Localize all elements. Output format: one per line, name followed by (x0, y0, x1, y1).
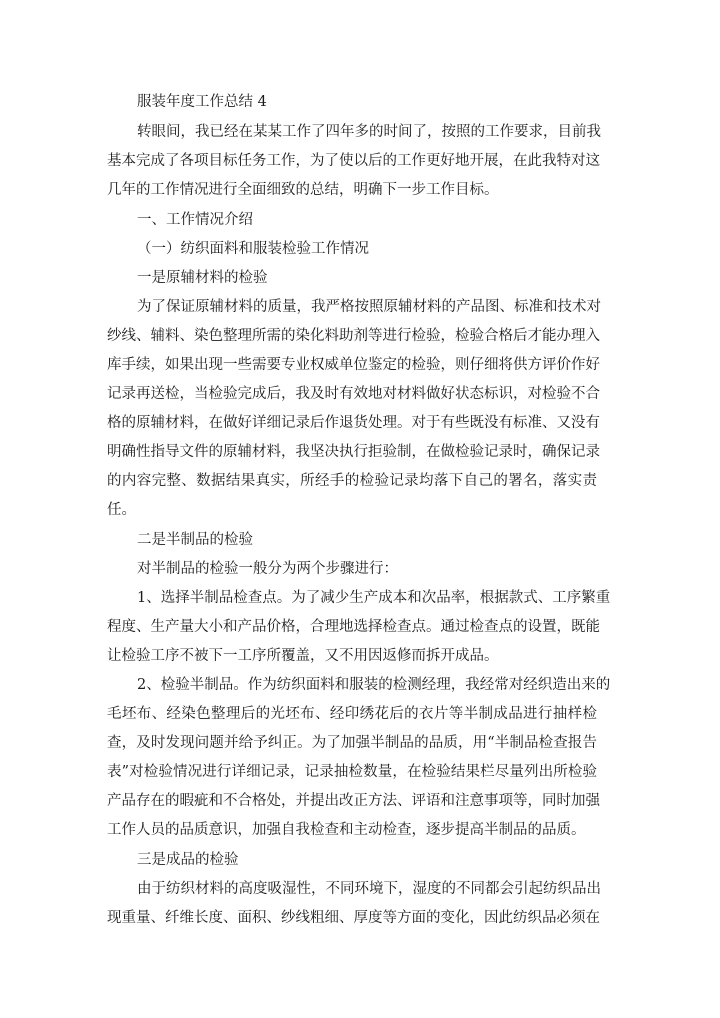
paragraph-line: 格的原辅材料，在做好详细记录后作退货处理。对于有些既没有标准、又没有 (107, 415, 600, 431)
paragraph-line: 的内容完整、数据结果真实，所经手的检验记录均落下自己的署名，落实责 (107, 473, 597, 489)
paragraph-line: 纱线、辅料、染色整理所需的染化料助剂等进行检验，检验合格后才能办理入 (107, 328, 600, 344)
paragraph-line: 几年的工作情况进行全面细致的总结，明确下一步工作目标。 (107, 182, 499, 198)
subsection-heading: （一）纺织面料和服装检验工作情况 (137, 241, 369, 257)
paragraph-line: 对半制品的检验一般分为两个步骤进行： (137, 561, 398, 577)
paragraph-line: 记录再送检，当检验完成后，我及时有效地对材料做好状态标识，对检验不合 (107, 386, 600, 402)
section-heading: 一、工作情况介绍 (137, 212, 253, 228)
paragraph-line: 让检验工序不被下一工序所覆盖，又不用因返修而拆开成品。 (107, 648, 499, 664)
paragraph-line: 明确性指导文件的原辅材料，我坚决执行拒验制，在做检验记录时，确保记录 (107, 444, 600, 460)
paragraph-line: 产品存在的暇疵和不合格处，并提出改正方法、评语和注意事项等，同时加强 (107, 793, 600, 809)
paragraph-line: 毛坯布、经染色整理后的光坯布、经印绣花后的衣片等半制成品进行抽样检 (107, 706, 597, 722)
paragraph-line: 基本完成了各项目标任务工作，为了使以后的工作更好地开展，在此我特对这 (107, 153, 600, 169)
paragraph-line: 转眼间，我已经在某某工作了四年多的时间了，按照的工作要求，目前我 (137, 124, 601, 140)
paragraph-line: 表”对检验情况进行详细记录，记录抽检数量，在检验结果栏尽量列出所检验 (107, 764, 597, 780)
paragraph-line: 程度、生产量大小和产品价格，合理地选择检查点。通过检查点的设置，既能 (107, 619, 600, 635)
paragraph-line: 现重量、纤维长度、面积、纱线粗细、厚度等方面的变化，因此纺织品必须在 (107, 910, 600, 926)
paragraph-line: 1、选择半制品检查点。为了减少生产成本和次品率，根据款式、工序繁重 (137, 590, 611, 606)
subsection-heading: 三是成品的检验 (137, 852, 239, 868)
document-title: 服装年度工作总结 4 (137, 94, 267, 110)
paragraph-line: 由于纺织材料的高度吸湿性，不同环境下，湿度的不同都会引起纺织品出 (137, 881, 601, 897)
paragraph-line: 任。 (107, 502, 136, 518)
paragraph-line: 工作人员的品质意识，加强自我检查和主动检查，逐步提高半制品的品质。 (107, 822, 586, 838)
subsection-heading: 一是原辅材料的检验 (137, 270, 268, 286)
paragraph-line: 2、检验半制品。作为纺织面料和服装的检测经理，我经常对经织造出来的 (137, 677, 611, 693)
paragraph-line: 查，及时发现问题并给予纠正。为了加强半制品的品质，用“半制品检查报告 (107, 735, 597, 751)
paragraph-line: 库手续，如果出现一些需要专业权威单位鉴定的检验，则仔细将供方评价作好 (107, 357, 600, 373)
paragraph-line: 为了保证原辅材料的质量，我严格按照原辅材料的产品图、标准和技术对 (137, 299, 601, 315)
subsection-heading: 二是半制品的检验 (137, 532, 253, 548)
